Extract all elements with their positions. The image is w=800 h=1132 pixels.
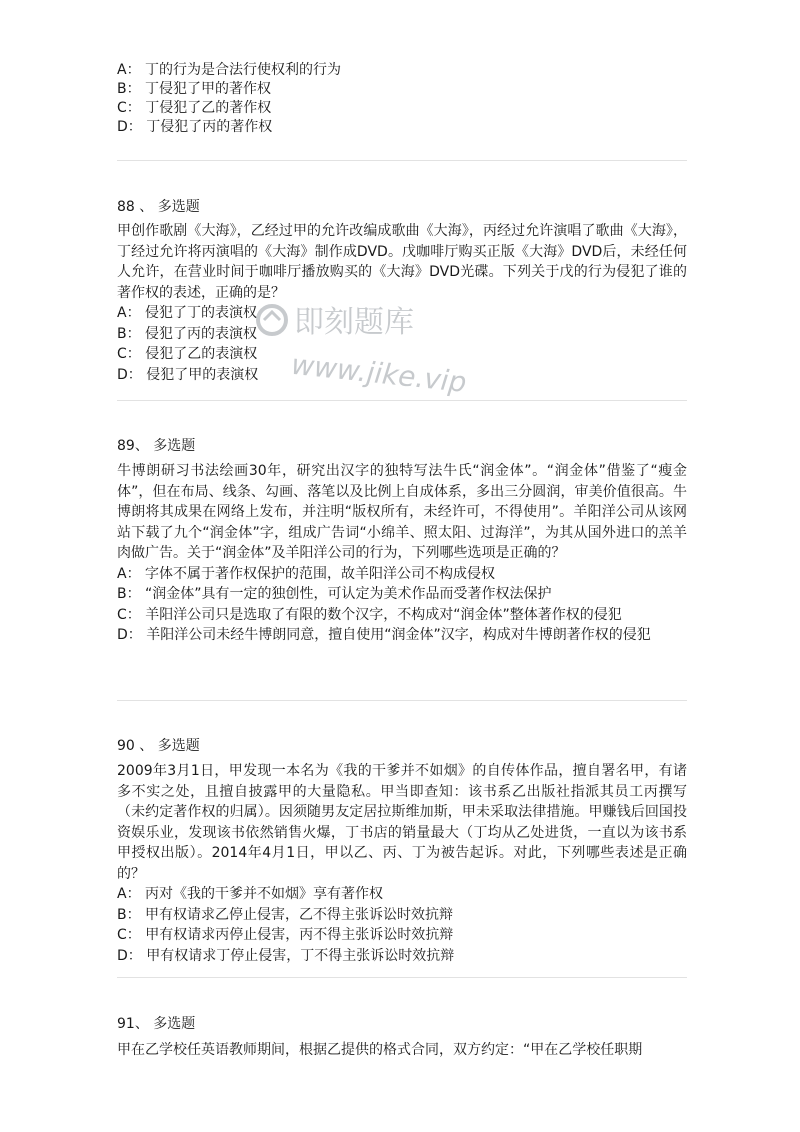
svg-text:即刻题库: 即刻题库 [294,305,414,340]
divider [117,700,687,701]
q91-header: 91、 多选题 [117,1016,196,1032]
q91-stem: 甲在乙学校任英语教师期间，根据乙提供的格式合同，双方约定：“甲在乙学校任职期 [117,1042,643,1058]
q88-option-d[interactable]: D： 侵犯了甲的表演权 [117,366,259,383]
divider [117,400,687,401]
q89-option-c[interactable]: C： 羊阳洋公司只是选取了有限的数个汉字，不构成对“润金体”整体著作权的侵犯 [117,606,622,623]
q88-header: 88 、 多选题 [117,199,200,215]
q89-option-b[interactable]: B： “润金体”具有一定的独创性，可认定为美术作品而受著作权法保护 [117,586,552,602]
q88-stem: 甲创作歌剧《大海》，乙经过甲的允许改编成歌曲《大海》，丙经过允许演唱了歌曲《大海》，丁经过允许将丙演唱的《大海》制作成DVD。戊咖啡厅购买正版《大海》DVD后，未经任何人允许，在营业时间于咖啡厅播放购买的《大海》DVD光碟。下列关于戊的行为侵犯了谁的著作权的表述，正确的是？ [117,223,687,301]
q89-header: 89、 多选题 [117,438,196,454]
svg-text:www.jike.vip: www.jike.vip [289,347,469,399]
q88-body [117,221,687,385]
q87-options [117,61,687,137]
q90-header: 90 、 多选题 [117,738,200,754]
q90-stem: 2009年3月1日，甲发现一本名为《我的干爹并不如烟》的自传体作品，擅自署名甲，有诸多不实之处，且擅自披露甲的大量隐私。甲当即查知：该书系乙出版社指派其员工丙撰写（未约定著作权的归属）。因须随男友定居拉斯维加斯，甲未采取法律措施。甲赚钱后回国投资娱乐业，发现该书依然销售火爆，丁书店的销量最大（丁均从乙处进货，一直以为该书系甲授权出版）。2014年4月1日，甲以乙、丙、丁为被告起诉。对此，下列哪些表述是正确的？ [117,763,687,882]
q87-option-a[interactable]: A： 丁的行为是合法行使权利的行为 [117,62,342,78]
q90-option-d[interactable]: D： 甲有权请求丁停止侵害，丁不得主张诉讼时效抗辩 [117,947,455,964]
q89-stem: 牛博朗研习书法绘画30年，研究出汉字的独特写法牛氏“润金体”。“润金体”借鉴了“瘦金体”，但在布局、线条、勾画、落笔以及比例上自成体系，多出三分圆润，审美价值很高。牛博朗将其成果在网络上发布，并注明“版权所有，未经许可，不得使用”。羊阳洋公司从该网站下载了九个“润金体”字，组成广告词“小绵羊、照太阳、过海洋”，为其从国外进口的羔羊肉做广告。关于“润金体”及羊阳洋公司的行为，下列哪些选项是正确的？ [117,463,687,561]
q90-option-c[interactable]: C： 甲有权请求丙停止侵害，丙不得主张诉讼时效抗辩 [117,927,454,943]
q88-option-a[interactable]: A： 侵犯了丁的表演权 [117,305,258,321]
divider [117,160,687,161]
q87-option-d[interactable]: D： 丁侵犯了丙的著作权 [117,119,273,135]
q87-option-b[interactable]: B： 丁侵犯了甲的著作权 [117,81,272,97]
q88-option-b[interactable]: B： 侵犯了丙的表演权 [117,325,258,342]
q88-option-c[interactable]: C： 侵犯了乙的表演权 [117,346,258,362]
q90-option-a[interactable]: A： 丙对《我的干爹并不如烟》享有著作权 [117,886,384,902]
q89-option-d[interactable]: D： 羊阳洋公司未经牛博朗同意，擅自使用“润金体”汉字，构成对牛博朗著作权的侵犯 [117,627,651,643]
q90-body [117,761,687,966]
q89-body [117,461,687,646]
q87-option-c[interactable]: C： 丁侵犯了乙的著作权 [117,100,272,116]
q89-option-a[interactable]: A： 字体不属于著作权保护的范围，故羊阳洋公司不构成侵权 [117,565,496,582]
divider [117,977,687,978]
q91-body [117,1040,687,1061]
q90-option-b[interactable]: B： 甲有权请求乙停止侵害，乙不得主张诉讼时效抗辩 [117,906,454,923]
